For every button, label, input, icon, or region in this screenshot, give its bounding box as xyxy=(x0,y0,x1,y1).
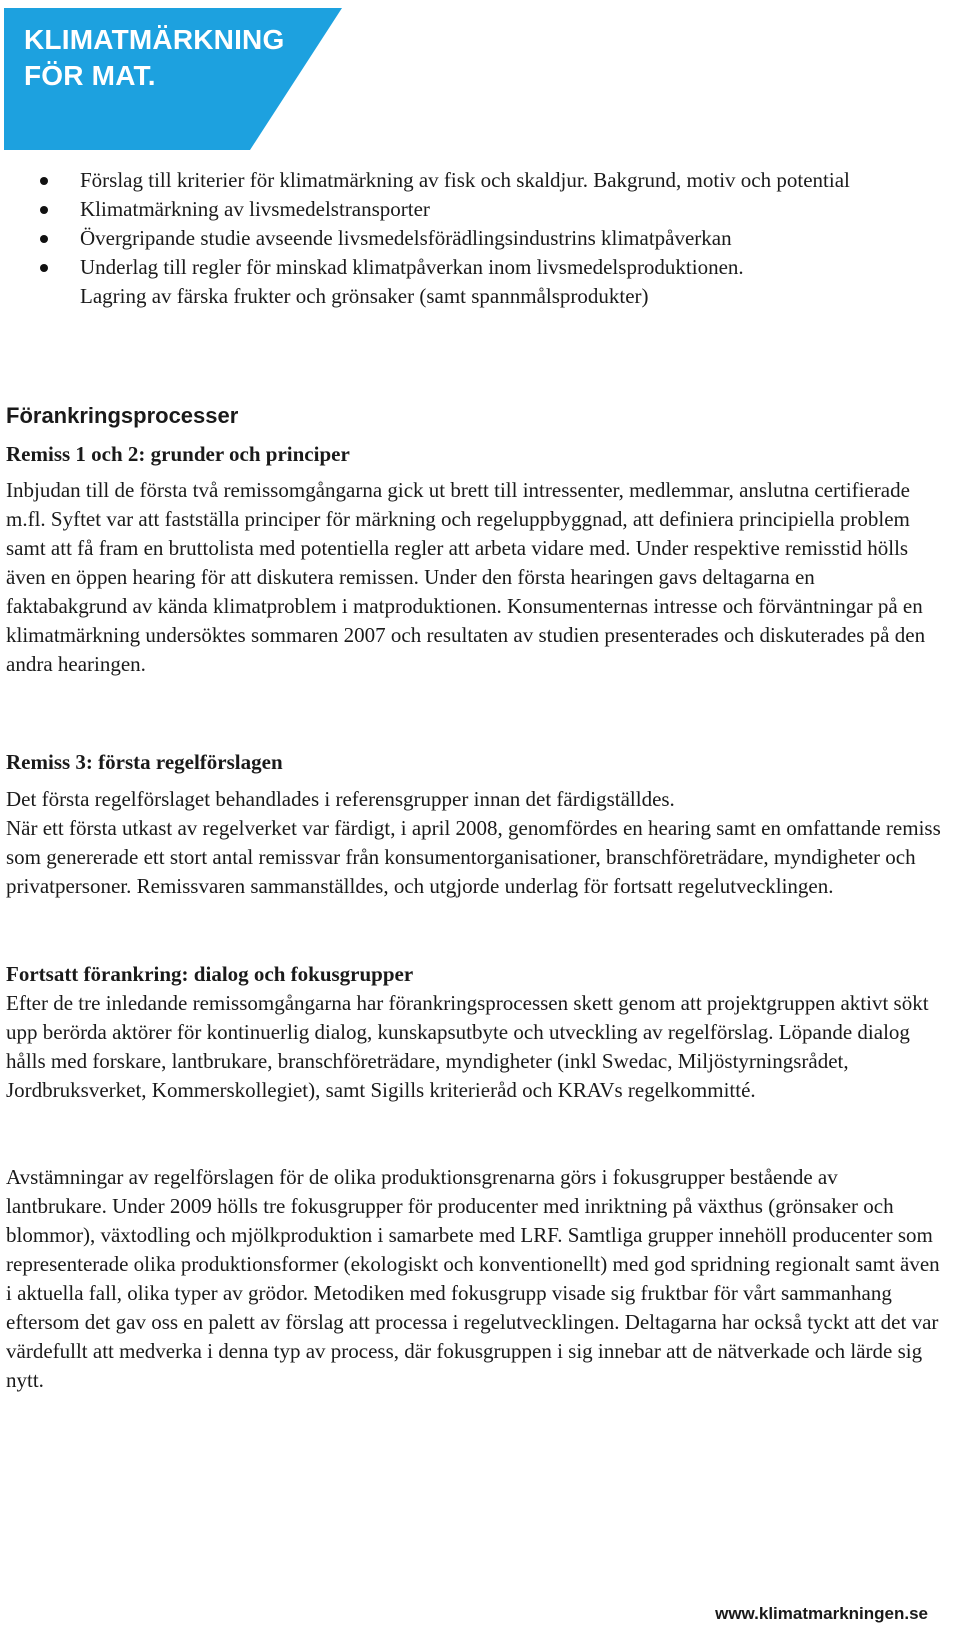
footer-url: www.klimatmarkningen.se xyxy=(715,1604,928,1623)
list-item-text: Klimatmärkning av livsmedelstransporter xyxy=(80,197,430,221)
bullet-icon xyxy=(40,206,48,214)
list-item xyxy=(0,253,930,282)
list-item xyxy=(0,195,930,224)
logo xyxy=(0,0,360,150)
list-item xyxy=(0,282,930,311)
remiss-1-2-heading: Remiss 1 och 2: grunder och principer xyxy=(6,442,350,466)
remiss-3-paragraph-2: När ett första utkast av regelverket var färdigt, i april 2008, genomfördes en hearing samt en omfattande remiss som genererade ett stort antal remissvar från konsumentorganisationer, branschföreträdare, myndigheter och privatpersoner. Remissvaren sammanställdes, och utgjorde underlag för fortsatt regelutvecklingen. xyxy=(6,816,941,898)
list-item-text: Övergripande studie avseende livsmedelsförädlingsindustrins klimatpåverkan xyxy=(80,226,732,250)
remiss-3-heading: Remiss 3: första regelförslagen xyxy=(6,750,283,774)
fortsatt-heading: Fortsatt förankring: dialog och fokusgrupper xyxy=(6,962,414,986)
list-item-text: Lagring av färska frukter och grönsaker (samt spannmålsprodukter) xyxy=(80,284,649,308)
remiss-3-paragraph-1: Det första regelförslaget behandlades i referensgrupper innan det färdigställdes. xyxy=(6,787,675,811)
logo-text-line1: KLIMATMÄRKNING xyxy=(24,24,285,55)
list-item-text: Förslag till kriterier för klimatmärkning av fisk och skaldjur. Bakgrund, motiv och potential xyxy=(80,168,850,192)
bullet-icon xyxy=(40,177,48,185)
avstamning-paragraph: Avstämningar av regelförslagen för de olika produktionsgrenarna görs i fokusgrupper bestående av lantbrukare. Under 2009 hölls tre fokusgrupper för producenter med inriktning på växthus (grönsaker och blommor), växtodling och mjölkproduktion i samarbete med LRF. Samtliga grupper innehöll producenter som representerade olika produktionsformer (ekologiskt och konventionellt) med god spridning regionalt samt även i aktuella fall, olika typer av grödor. Metodiken med fokusgrupp visade sig fruktbar för vårt sammanhang eftersom det gav oss en palett av förslag att processa i regelutvecklingen. Deltagarna har också tyckt att det var värdefullt att medverka i denna typ av process, där fokusgruppen i sig innebar att de nätverkade och lärde sig nytt. xyxy=(6,1165,940,1392)
remiss-1-2-paragraph: Inbjudan till de första två remissomgångarna gick ut brett till intressenter, medlemmar, anslutna certifierade m.fl. Syftet var att fastställa principer för märkning och regeluppbyggnad, att definiera principiella problem samt att få fram en bruttolista med potentiella regler att arbeta vidare med. Under respektive remisstid hölls även en öppen hearing för att diskutera remissen. Under den första hearingen gavs deltagarna en faktabakgrund av kända klimatproblem i matproduktionen. Konsumenternas intresse och förväntningar på en klimatmärkning undersöktes sommaren 2007 och resultaten av studien presenterades och diskuterades på den andra hearingen. xyxy=(6,478,926,676)
logo-text-line2: FÖR MAT. xyxy=(24,60,156,91)
list-item xyxy=(0,224,930,253)
bullet-icon xyxy=(40,235,48,243)
list-item xyxy=(0,166,930,195)
section-title: Förankringsprocesser xyxy=(6,403,239,428)
list-item-text: Underlag till regler för minskad klimatpåverkan inom livsmedelsproduktionen. xyxy=(80,255,744,279)
report-list xyxy=(0,166,930,311)
bullet-icon xyxy=(40,264,48,272)
fortsatt-paragraph: Efter de tre inledande remissomgångarna har förankringsprocessen skett genom att projektgruppen aktivt sökt upp berörda aktörer för kontinuerlig dialog, kunskapsutbyte och utveckling av regelförslag. Löpande dialog hålls med forskare, lantbrukare, branschföreträdare, myndigheter (inkl Swedac, Miljöstyrningsrådet, Jordbruksverket, Kommerskollegiet), samt Sigills kriterieråd och KRAVs regelkommitté. xyxy=(6,991,929,1102)
